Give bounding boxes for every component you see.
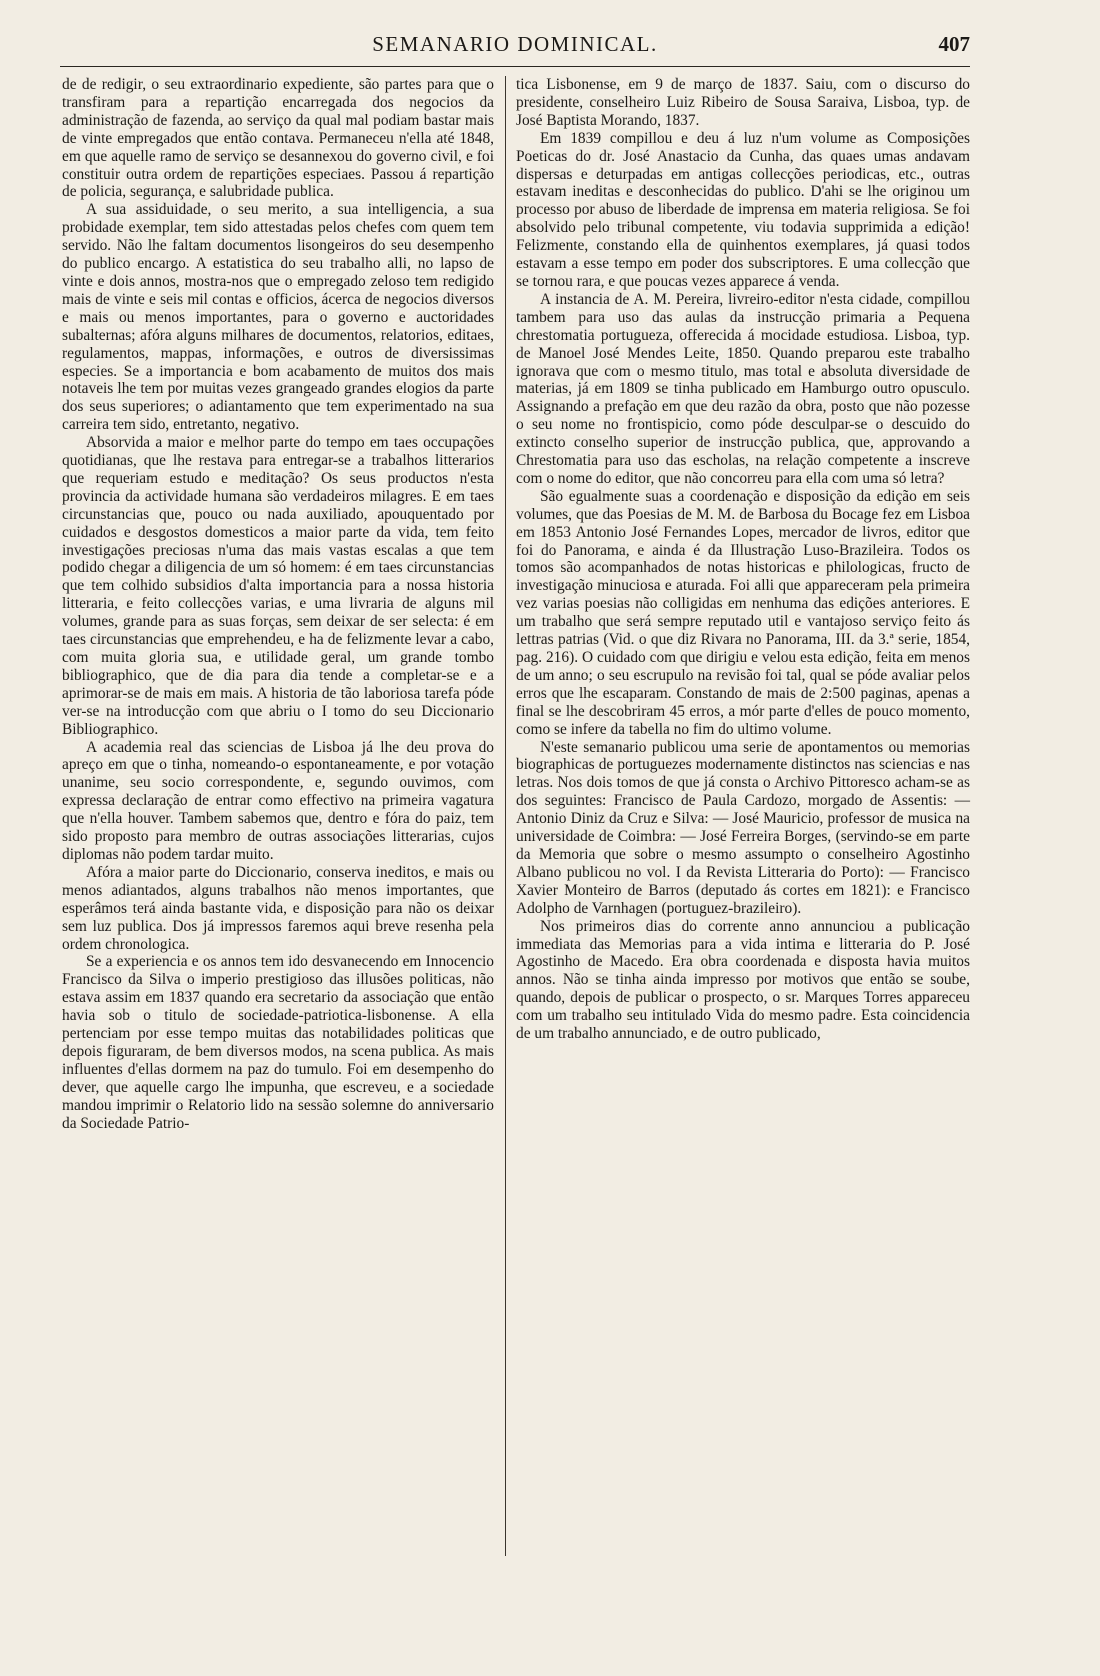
right-column — [516, 76, 970, 1043]
paragraph: de de redigir, o seu extraordinario expediente, são partes para que o transfiram para a repartição encarregada dos negocios da administração de fazenda, ao serviço da qual mal podiam bastar mais de vinte empregados que então contava. Permaneceu n'ella até 1848, em que aquelle ramo de serviço se desannexou do governo civil, e foi constituir outra ordem de repartições especiaes. Passou á repartição de policia, segurança, e salubridade publica. — [62, 76, 494, 201]
page-header — [60, 30, 970, 60]
paragraph: A instancia de A. M. Pereira, livreiro-editor n'esta cidade, compillou tambem para uso das aulas da instrucção primaria a Pequena chrestomatia portugueza, offerecida á mocidade estudiosa. Lisboa, typ. de Manoel José Mendes Leite, 1850. Quando preparou este trabalho ignorava que com o mesmo titulo, mas total e absoluta diversidade de materias, já em 1809 se tinha publicado em Hamburgo outro opusculo. Assignando a prefação em que deu razão da obra, posto que não pozesse o seu nome no frontispicio, como póde desculpar-se o descuido do extincto conselho superior de instrucção publica, que, approvando a Chrestomatia para uso das escholas, na relação competente a inscreve com o nome do editor, que não concorreu para ella com uma só letra? — [516, 290, 970, 487]
header-rule — [60, 66, 970, 67]
running-title: SEMANARIO DOMINICAL. — [372, 32, 658, 56]
paragraph: Absorvida a maior e melhor parte do tempo em taes occupações quotidianas, que lhe restava para entregar-se a trabalhos litterarios que requeriam estudo e meditação? Os seus productos n'esta provincia da actividade humana são verdadeiros milagres. E em taes circunstancias que, pouco ou nada auxiliado, apouquentado por cuidados e desgostos domesticos a maior parte da vida, tem feito investigações preciosas n'uma das mais vastas escalas a que tem podido chegar a diligencia de um só homem: é em taes circunstancias que tem colhido subsidios d'alta importancia para a nossa historia litteraria, e feito collecções varias, e uma livraria de alguns mil volumes, grande para as suas forças, sem deixar de ser selecta: é em taes circunstancias que emprehendeu, e ha de felizmente levar a cabo, com muita gloria sua, e utilidade geral, um grande tombo bibliographico, que de dia para dia tende a completar-se e a aprimorar-se de mais em mais. A historia de tão laboriosa tarefa póde ver-se na introducção com que abriu o I tomo do seu Diccionario Bibliographico. — [62, 434, 494, 738]
paragraph: A academia real das sciencias de Lisboa já lhe deu prova do apreço em que o tinha, nomeando-o espontaneamente, e por votação unanime, seu socio correspondente, e, segundo ouvimos, com expressa declaração de entrar como effectivo na primeira vagatura que n'ella houver. Tambem sabemos que, dentro e fóra do paiz, tem sido proposto para membro de outras associações litterarias, cujos diplomas não podem tardar muito. — [62, 738, 494, 863]
paragraph: tica Lisbonense, em 9 de março de 1837. Saiu, com o discurso do presidente, conselheiro Luiz Ribeiro de Sousa Saraiva, Lisboa, typ. de José Baptista Morando, 1837. — [516, 76, 970, 129]
paragraph: A sua assiduidade, o seu merito, a sua intelligencia, a sua probidade exemplar, tem sido attestadas pelos chefes com quem tem servido. Não lhe faltam documentos lisongeiros do seu desempenho do publico encargo. A estatistica do seu trabalho alli, no lapso de vinte e dois annos, mostra-nos que o empregado zeloso tem redigido mais de vinte e seis mil contas e officios, ácerca de negocios diversos e mais ou menos importantes, para o governo e auctoridades subalternas; afóra alguns milhares de documentos, relatorios, editaes, regulamentos, mappas, informações, e outros de diversissimas especies. Se a importancia e bom acabamento de muitos dos mais notaveis lhe tem por muitas vezes grangeado grandes elogios da parte dos seus superiores; o adiantamento que tem experimentado na sua carreira tem sido, entretanto, negativo. — [62, 201, 494, 434]
left-column — [62, 76, 494, 1132]
column-divider — [505, 76, 506, 1556]
page-number: 407 — [938, 32, 970, 56]
paragraph: Afóra a maior parte do Diccionario, conserva ineditos, e mais ou menos adiantados, alguns trabalhos não menos importantes, que esperâmos terá ainda bastante vida, e disposição para não os deixar sem luz publica. Dos já impressos faremos aqui breve resenha pela ordem chronologica. — [62, 863, 494, 953]
paragraph: N'este semanario publicou uma serie de apontamentos ou memorias biographicas de portuguezes modernamente distinctos nas sciencias e nas letras. Nos dois tomos de que já consta o Archivo Pittoresco acham-se as dos seguintes: Francisco de Paula Cardozo, morgado de Assentis: — Antonio Diniz da Cruz e Silva: — José Mauricio, professor de musica na universidade de Coimbra: — José Ferreira Borges, (servindo-se em parte da Memoria que sobre o mesmo assumpto o conselheiro Agostinho Albano publicou no vol. I da Revista Litteraria do Porto): — Francisco Xavier Monteiro de Barros (deputado ás cortes em 1821): e Francisco Adolpho de Varnhagen (portuguez-brazileiro). — [516, 738, 970, 917]
paragraph: Se a experiencia e os annos tem ido desvanecendo em Innocencio Francisco da Silva o imperio prestigioso das illusões politicas, não estava assim em 1837 quando era secretario da associação que então havia sob o titulo de sociedade-patriotica-lisbonense. A ella pertenciam por esse tempo muitas das notabilidades politicas que depois figuraram, de bem diversos modos, na scena publica. As mais influentes d'ellas dormem na paz do tumulo. Foi em desempenho do dever, que aquelle cargo lhe impunha, que escreveu, e a sociedade mandou imprimir o Relatorio lido na sessão solemne do anniversario da Sociedade Patrio- — [62, 953, 494, 1132]
paragraph: Nos primeiros dias do corrente anno annunciou a publicação immediata das Memorias para a vida intima e litteraria do P. José Agostinho de Macedo. Era obra coordenada e disposta havia muitos annos. Não se tinha ainda impresso por motivos que então se soube, quando, depois de publicar o prospecto, o sr. Marques Torres appareceu com um trabalho seu intitulado Vida do mesmo padre. Esta coincidencia de um trabalho annunciado, e de outro publicado, — [516, 917, 970, 1043]
paragraph: São egualmente suas a coordenação e disposição da edição em seis volumes, que das Poesias de M. M. de Barbosa du Bocage fez em Lisboa em 1853 Antonio José Fernandes Lopes, mercador de livros, editor que foi do Panorama, e ainda é da Illustração Luso-Brazileira. Todos os tomos são acompanhados de notas historicas e philologicas, fructo de investigação minuciosa e aturada. Foi alli que appareceram pela primeira vez varias poesias não colligidas em nenhuma das edições anteriores. E um trabalho que será sempre reputado util e vantajoso serviço feito ás lettras patrias (Vid. o que diz Rivara no Panorama, III. da 3.ª serie, 1854, pag. 216). O cuidado com que dirigiu e velou esta edição, feita em menos de um anno; o seu escrupulo na revisão foi tal, qual se póde avaliar pelos erros que lhe escaparam. Constando de mais de 2:500 paginas, apenas a final se lhe descobriram 45 erros, a mór parte d'elles de pouco momento, como se infere da tabella no fim do ultimo volume. — [516, 487, 970, 738]
paragraph: Em 1839 compillou e deu á luz n'um volume as Composições Poeticas do dr. José Anastacio da Cunha, das quaes umas andavam dispersas e deturpadas em antigas collecções periodicas, etc., outras estavam ineditas e desconhecidas do publico. D'ahi se lhe originou um processo por abuso de liberdade de imprensa em materia religiosa. Se foi absolvido pelo tribunal competente, viu todavia supprimida a edição! Felizmente, constando ella de quinhentos exemplares, já quasi todos estavam a esse tempo em poder dos subscriptores. E uma collecção que se tornou rara, e que poucas vezes apparece á venda. — [516, 129, 970, 290]
